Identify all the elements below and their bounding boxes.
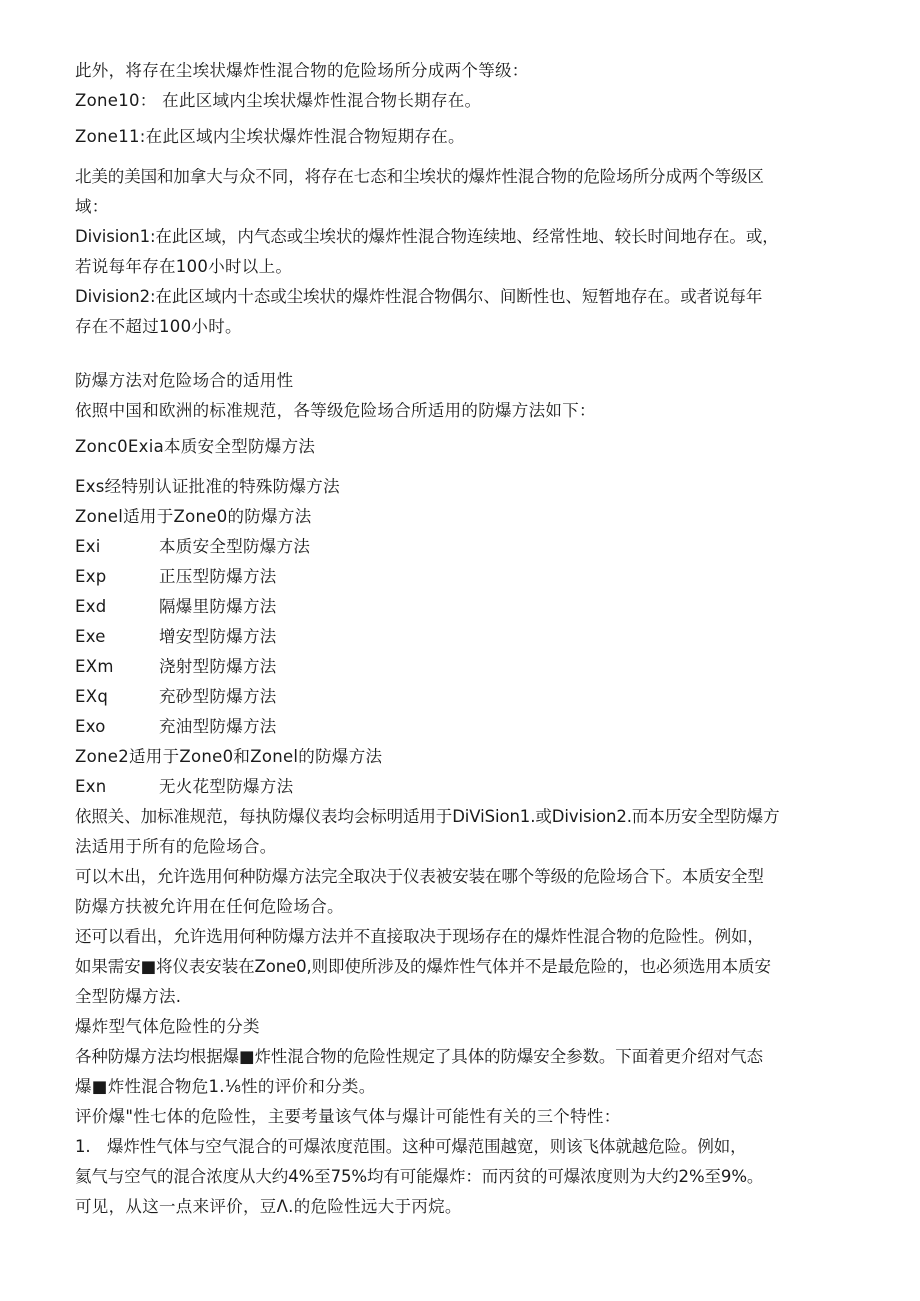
- zone10-definition: Zone10： 在此区域内尘埃状爆炸性混合物长期存在。: [75, 91, 482, 110]
- method-desc: 本质安全型防爆方法: [159, 537, 311, 556]
- parameters-line1: 各种防爆方法均根据爆■炸性混合物的危险性规定了具体的防爆安全参数。下面着更介绍对气态: [75, 1047, 763, 1066]
- not-direct-line2: 如果需安■将仪表安装在Zone0,则即使所涉及的爆炸性气体并不是最危险的，也必须选用本质安: [75, 957, 771, 976]
- north-america-intro-line1: 北美的美国和加拿大与众不同，将存在七态和尘埃状的爆炸性混合物的危险场所分成两个等级区: [75, 167, 764, 186]
- parameters-line2: 爆■炸性混合物危1.⅛性的评价和分类。: [75, 1077, 376, 1096]
- north-america-intro-line2: 域：: [75, 197, 109, 216]
- method-code: Exn: [75, 777, 107, 796]
- china-europe-standards: 依照中国和欧洲的标准规范，各等级危险场合所适用的防爆方法如下：: [75, 401, 596, 420]
- method-code: EXq: [75, 687, 109, 706]
- method-desc: 浇射型防爆方法: [159, 657, 277, 676]
- zone2-methods: Zone2适用于Zone0和Zonel的防爆方法: [75, 747, 383, 766]
- method-row: [75, 622, 850, 652]
- not-direct-line1: 还可以看出，允许选用何种防爆方法并不直接取决于现场存在的爆炸性混合物的危险性。例如，: [75, 927, 764, 946]
- method-row: [75, 592, 850, 622]
- method-row: [75, 652, 850, 682]
- zone1-methods: Zonel适用于Zone0的防爆方法: [75, 507, 312, 526]
- method-desc: 隔爆里防爆方法: [159, 597, 277, 616]
- property1-line2: 氦气与空气的混合浓度从大约4%至75%均有可能爆炸：而丙贫的可爆浓度则为大约2%至9%。: [75, 1167, 764, 1186]
- method-code: Exp: [75, 567, 107, 586]
- method-desc: 充砂型防爆方法: [159, 687, 277, 706]
- method-code: EXm: [75, 657, 114, 676]
- method-row: [75, 532, 850, 562]
- method-row: [75, 712, 850, 742]
- method-code: Exo: [75, 717, 106, 736]
- method-code: Exd: [75, 597, 107, 616]
- north-america-marking-line2: 法适用于所有的危险场合。: [75, 837, 277, 856]
- selection-depends-line1: 可以木出，允许选用何种防爆方法完全取决于仪表被安装在哪个等级的危险场合下。本质安全型: [75, 867, 764, 886]
- method-code: Exi: [75, 537, 101, 556]
- north-america-marking-line1: 依照关、加标准规范，每执防爆仪表均会标明适用于DiViSion1.或Division2.而本历安全型防爆方: [75, 807, 780, 826]
- method-desc: 正压型防爆方法: [159, 567, 277, 586]
- not-direct-line3: 全型防爆方法.: [75, 987, 182, 1006]
- method-code: Exe: [75, 627, 106, 646]
- paragraph-dust-zones-intro: 此外，将存在尘埃状爆炸性混合物的危险场所分成两个等级：: [75, 61, 529, 80]
- method-row: [75, 682, 850, 712]
- section-heading-gas-classification: 爆炸型气体危险性的分类: [75, 1017, 260, 1036]
- three-properties-intro: 评价爆"性七体的危险性，主要考量该气体与爆计可能性有关的三个特性：: [75, 1107, 621, 1126]
- zone11-definition: Zone11:在此区域内尘埃状爆炸性混合物短期存在。: [75, 127, 465, 146]
- method-desc: 无火花型防爆方法: [159, 777, 294, 796]
- division1-line1: Division1:在此区域，内气态或尘埃状的爆炸性混合物连续地、经常性地、较长时间地存在。或，: [75, 227, 779, 246]
- property1-line1: 1. 爆炸性气体与空气混合的可爆浓度范围。这种可爆范围越宽，则该飞体就越危险。例如，: [75, 1137, 747, 1156]
- document-page: [75, 56, 850, 1222]
- section-heading-applicability: 防爆方法对危险场合的适用性: [75, 371, 294, 390]
- division2-line2: 存在不超过100小时。: [75, 317, 242, 336]
- method-desc: 充油型防爆方法: [159, 717, 277, 736]
- selection-depends-line2: 防爆方扶被允许用在任何危险场合。: [75, 897, 344, 916]
- exs-method: Exs经特别认证批准的特殊防爆方法: [75, 477, 340, 496]
- division1-line2: 若说每年存在100小时以上。: [75, 257, 293, 276]
- method-desc: 增安型防爆方法: [159, 627, 277, 646]
- division2-line1: Division2:在此区域内十态或尘埃状的爆炸性混合物偶尔、间断性也、短暂地存在。或者说每年: [75, 287, 763, 306]
- method-row: [75, 562, 850, 592]
- method-row-exn: [75, 772, 850, 802]
- property1-line3: 可见，从这一点来评价，豆Λ.的危险性远大于丙烷。: [75, 1197, 462, 1216]
- zone0-methods: Zonc0Exia本质安全型防爆方法: [75, 437, 316, 456]
